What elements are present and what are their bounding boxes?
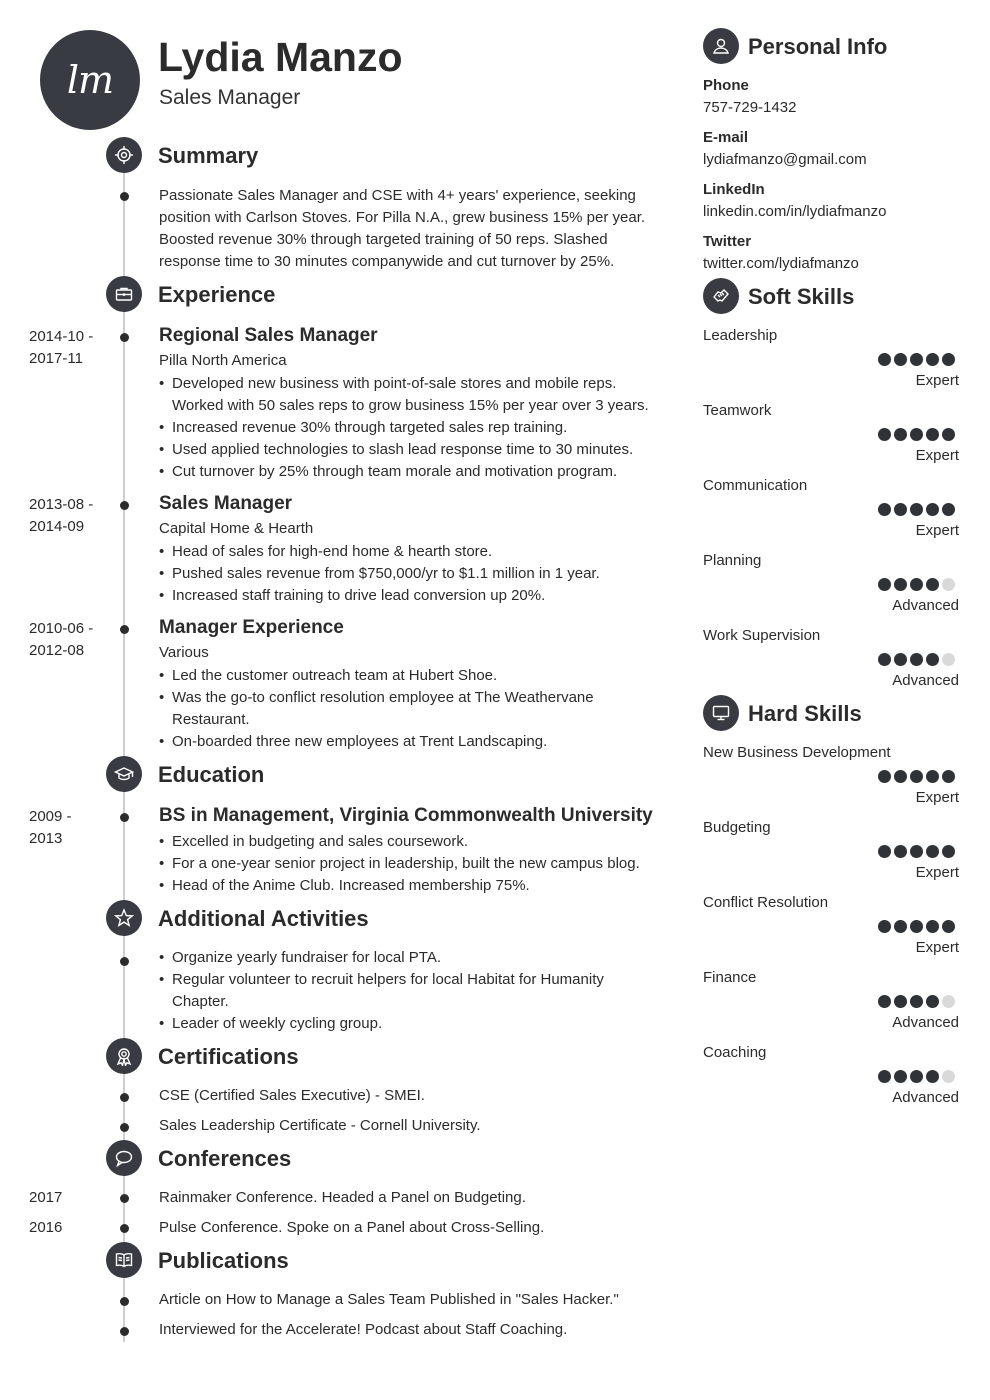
open-book-icon (106, 1242, 142, 1278)
star-icon (106, 900, 142, 936)
candidate-title: Sales Manager (159, 86, 301, 109)
rating-dot-filled (894, 428, 907, 441)
rating-dot-filled (894, 353, 907, 366)
rating-dot-filled (926, 770, 939, 783)
rating-dot-filled (942, 503, 955, 516)
rating-dot-filled (894, 503, 907, 516)
rating-dot-filled (926, 653, 939, 666)
email-label: E-mail (703, 129, 749, 146)
rating-dot-filled (926, 353, 939, 366)
job-bullet: • Head of sales for high-end home & hearth store. (172, 541, 492, 563)
rating-dot-filled (878, 653, 891, 666)
summary-line: Boosted revenue 30% through targeted training of 50 reps. Slashed (159, 231, 608, 248)
rating-dot-filled (894, 845, 907, 858)
summary-line: response time to 30 minutes companywide and cut turnover by 25%. (159, 253, 615, 270)
rating-dot-empty (942, 653, 955, 666)
skill-name: Teamwork (703, 402, 772, 419)
linkedin-value: linkedin.com/in/lydiafmanzo (703, 203, 887, 220)
job-bullet: • On-boarded three new employees at Trent Landscaping. (172, 731, 547, 753)
activity-bullet: • Regular volunteer to recruit helpers for local Habitat for Humanity (172, 969, 604, 991)
rating-dot-filled (910, 428, 923, 441)
rating-dot-filled (878, 920, 891, 933)
conference-item: Pulse Conference. Spoke on a Panel about Cross-Selling. (159, 1219, 545, 1236)
skill-level: Expert (915, 522, 959, 539)
rating-dot-filled (894, 995, 907, 1008)
conference-year: 2016 (29, 1219, 63, 1236)
phone-label: Phone (703, 77, 749, 94)
rating-dot-filled (894, 920, 907, 933)
skill-name: Leadership (703, 327, 778, 344)
section-title-hard-skills: Hard Skills (748, 701, 862, 726)
activity-bullet: • Leader of weekly cycling group. (172, 1013, 382, 1035)
skill-level: Advanced (892, 672, 959, 689)
rating-dot-filled (910, 920, 923, 933)
user-icon (703, 28, 739, 64)
rating-dot-filled (878, 428, 891, 441)
skill-rating (878, 845, 955, 858)
job-date-start: 2013-08 - (29, 496, 94, 513)
timeline-dot (120, 1093, 129, 1102)
skill-rating (878, 995, 955, 1008)
rating-dot-filled (910, 503, 923, 516)
skill-name: Finance (703, 969, 757, 986)
rating-dot-filled (942, 353, 955, 366)
job-date-end: 2017-11 (29, 350, 83, 367)
timeline-dot (120, 501, 129, 510)
candidate-name: Lydia Manzo (158, 34, 403, 80)
skill-name: Planning (703, 552, 762, 569)
job-company: Various (159, 644, 209, 661)
job-role: Sales Manager (159, 493, 293, 514)
target-icon (106, 137, 142, 173)
rating-dot-filled (926, 578, 939, 591)
twitter-value: twitter.com/lydiafmanzo (703, 255, 859, 272)
job-bullet: • Increased revenue 30% through targeted sales rep training. (172, 417, 567, 439)
section-title-summary: Summary (158, 143, 259, 168)
section-title-publications: Publications (158, 1248, 289, 1273)
skill-rating (878, 353, 955, 366)
rating-dot-filled (910, 995, 923, 1008)
rating-dot-filled (910, 770, 923, 783)
award-ribbon-icon (106, 1038, 142, 1074)
rating-dot-empty (942, 1070, 955, 1083)
job-date-start: 2010-06 - (29, 620, 94, 637)
job-bullet: • Increased staff training to drive lead conversion up 20%. (172, 585, 545, 607)
rating-dot-filled (894, 653, 907, 666)
skill-name: Communication (703, 477, 808, 494)
summary-line: position with Carlson Stoves. For Pilla N.A., grew business 15% per year. (159, 209, 646, 226)
section-title-conferences: Conferences (158, 1146, 292, 1171)
email-value: lydiafmanzo@gmail.com (703, 151, 867, 168)
skill-name: Work Supervision (703, 627, 821, 644)
skill-name: New Business Development (703, 744, 891, 761)
job-date-start: 2014-10 - (29, 328, 94, 345)
rating-dot-empty (942, 995, 955, 1008)
job-bullet: • Used applied technologies to slash lead response time to 30 minutes. (172, 439, 633, 461)
skill-name: Budgeting (703, 819, 771, 836)
skill-level: Expert (915, 939, 959, 956)
certification-item: Sales Leadership Certificate - Cornell University. (159, 1117, 481, 1134)
timeline-dot (120, 1297, 129, 1306)
summary-line: Passionate Sales Manager and CSE with 4+ years' experience, seeking (159, 187, 636, 204)
rating-dot-filled (910, 1070, 923, 1083)
skill-level: Advanced (892, 597, 959, 614)
skill-level: Expert (915, 789, 959, 806)
skill-level: Advanced (892, 1089, 959, 1106)
education-bullet: • For a one-year senior project in leadership, built the new campus blog. (172, 853, 640, 875)
certification-item: CSE (Certified Sales Executive) - SMEI. (159, 1087, 425, 1104)
timeline-dot (120, 333, 129, 342)
timeline-dot (120, 192, 129, 201)
publication-item: Article on How to Manage a Sales Team Published in "Sales Hacker." (159, 1291, 619, 1308)
rating-dot-filled (878, 995, 891, 1008)
section-title-education: Education (158, 762, 265, 787)
job-bullet-continued: Restaurant. (172, 711, 250, 728)
rating-dot-filled (910, 353, 923, 366)
job-company: Capital Home & Hearth (159, 520, 314, 537)
rating-dot-filled (878, 1070, 891, 1083)
rating-dot-filled (926, 428, 939, 441)
job-bullet: • Was the go-to conflict resolution employee at The Weathervane (172, 687, 594, 709)
handshake-icon (703, 278, 739, 314)
skill-name: Conflict Resolution (703, 894, 829, 911)
job-date-end: 2014-09 (29, 518, 85, 535)
job-company: Pilla North America (159, 352, 287, 369)
job-bullet: • Cut turnover by 25% through team morale and motivation program. (172, 461, 617, 483)
skill-level: Expert (915, 864, 959, 881)
timeline-dot (120, 1224, 129, 1233)
section-title-activities: Additional Activities (158, 906, 369, 931)
rating-dot-filled (878, 578, 891, 591)
skill-rating (878, 503, 955, 516)
rating-dot-filled (894, 1070, 907, 1083)
job-role: Regional Sales Manager (159, 325, 378, 346)
job-bullet: • Pushed sales revenue from $750,000/yr to $1.1 million in 1 year. (172, 563, 600, 585)
timeline-dot (120, 957, 129, 966)
linkedin-label: LinkedIn (703, 181, 765, 198)
monogram-logo: lm (40, 30, 140, 130)
rating-dot-filled (926, 503, 939, 516)
conference-item: Rainmaker Conference. Headed a Panel on Budgeting. (159, 1189, 526, 1206)
skill-rating (878, 920, 955, 933)
rating-dot-filled (942, 428, 955, 441)
job-bullet: • Led the customer outreach team at Hubert Shoe. (172, 665, 497, 687)
rating-dot-filled (910, 845, 923, 858)
job-bullet: • Developed new business with point-of-sale stores and mobile reps. (172, 373, 616, 395)
education-degree: BS in Management, Virginia Commonwealth University (159, 805, 653, 826)
rating-dot-filled (894, 578, 907, 591)
skill-level: Advanced (892, 1014, 959, 1031)
skill-rating (878, 653, 955, 666)
rating-dot-filled (878, 845, 891, 858)
phone-value: 757-729-1432 (703, 99, 797, 116)
rating-dot-empty (942, 578, 955, 591)
section-title-experience: Experience (158, 282, 276, 307)
skill-name: Coaching (703, 1044, 767, 1061)
rating-dot-filled (942, 770, 955, 783)
activity-bullet-continued: Chapter. (172, 993, 229, 1010)
skill-level: Expert (915, 447, 959, 464)
rating-dot-filled (878, 353, 891, 366)
rating-dot-filled (926, 920, 939, 933)
rating-dot-filled (942, 845, 955, 858)
twitter-label: Twitter (703, 233, 752, 250)
job-date-end: 2012-08 (29, 642, 85, 659)
rating-dot-filled (894, 770, 907, 783)
timeline-dot (120, 813, 129, 822)
speech-bubble-icon (106, 1140, 142, 1176)
skill-rating (878, 1070, 955, 1083)
activity-bullet: • Organize yearly fundraiser for local PTA. (172, 947, 441, 969)
education-date-end: 2013 (29, 830, 63, 847)
rating-dot-filled (942, 920, 955, 933)
rating-dot-filled (926, 845, 939, 858)
education-date-start: 2009 - (29, 808, 72, 825)
education-bullet: • Head of the Anime Club. Increased membership 75%. (172, 875, 530, 897)
section-title-soft-skills: Soft Skills (748, 284, 855, 309)
skill-rating (878, 578, 955, 591)
conference-year: 2017 (29, 1189, 63, 1206)
rating-dot-filled (878, 503, 891, 516)
job-role: Manager Experience (159, 617, 344, 638)
briefcase-icon (106, 276, 142, 312)
education-bullet: • Excelled in budgeting and sales coursework. (172, 831, 468, 853)
timeline-dot (120, 1123, 129, 1132)
graduation-cap-icon (106, 756, 142, 792)
skill-rating (878, 428, 955, 441)
skill-level: Expert (915, 372, 959, 389)
monitor-icon (703, 695, 739, 731)
timeline-dot (120, 1194, 129, 1203)
skill-rating (878, 770, 955, 783)
job-bullet-continued: Worked with 50 sales reps to grow business 15% per year over 3 years. (172, 397, 649, 414)
section-title-personal-info: Personal Info (748, 34, 888, 59)
section-title-certifications: Certifications (158, 1044, 299, 1069)
rating-dot-filled (910, 653, 923, 666)
rating-dot-filled (910, 578, 923, 591)
timeline-dot (120, 625, 129, 634)
timeline-dot (120, 1327, 129, 1336)
rating-dot-filled (926, 995, 939, 1008)
rating-dot-filled (878, 770, 891, 783)
publication-item: Interviewed for the Accelerate! Podcast about Staff Coaching. (159, 1321, 568, 1338)
rating-dot-filled (926, 1070, 939, 1083)
